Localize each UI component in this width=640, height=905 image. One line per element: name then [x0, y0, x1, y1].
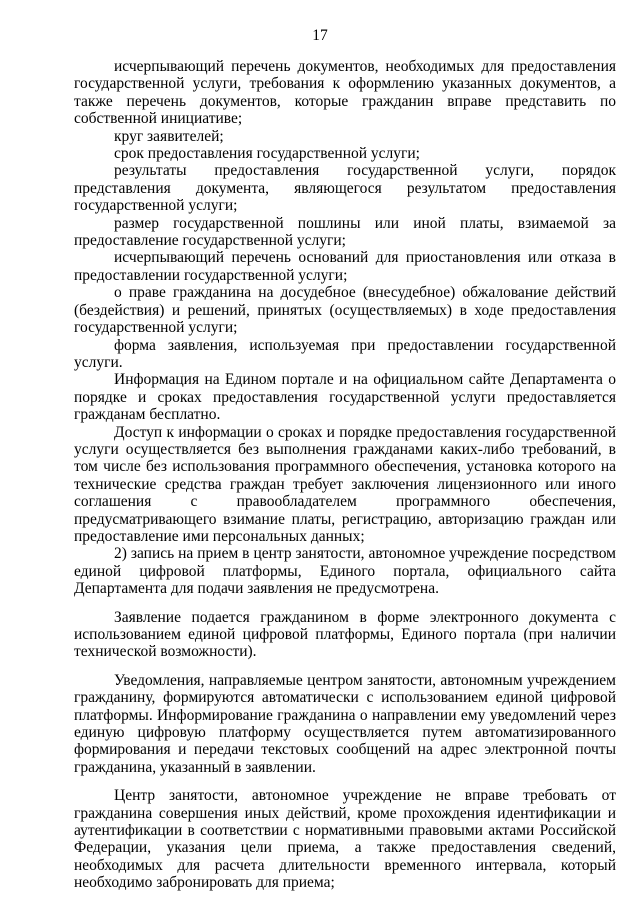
paragraph-notifications: Уведомления, направляемые центром занятости, автономным учреждением гражданину, формируются автоматически с использованием единой цифровой платформы. Информирование гражданина о направлении ему уведомлений через единую цифровую платформу осуществляется путем автоматизированного формирования и передачи текстовых сообщений на адрес электронной почты гражданина, указанный в заявлении. — [74, 671, 616, 776]
paragraph-application-form: форма заявления, используемая при предоставлении государственной услуги. — [74, 336, 616, 371]
document-body — [74, 58, 616, 892]
paragraph-restrictions: Центр занятости, автономное учреждение не вправе требовать от гражданина совершения иных действий, кроме прохождения идентификации и аутентификации в соответствии с нормативными правовыми актами Российской Федерации, указания цели приема, а также предоставления сведений, необходимых для расчета длительности временного интервала, который необходимо забронировать для приема; — [74, 787, 616, 892]
paragraph-service-term: срок предоставления государственной услуги; — [114, 145, 420, 163]
paragraph-appeal-right: о праве гражданина на досудебное (внесудебное) обжалование действий (бездействия) и решений, принятых (осуществляемых) в ходе предоставления государственной услуги; — [74, 284, 616, 337]
paragraph-free-information: Информация на Едином портале и на официальном сайте Департамента о порядке и сроках предоставления государственной услуги предоставляется гражданам бесплатно. — [74, 371, 616, 424]
paragraph-information-access: Доступ к информации о сроках и порядке предоставления государственной услуги осуществляется без выполнения гражданами каких-либо требований, в том числе без использования программного обеспечения, установка которого на технические средства граждан требует заключения лицензионного или иного соглашения с правообладателем программного обеспечения, предусматривающего взимание платы, регистрацию, авторизацию граждан или предоставление ими персональных данных; — [74, 423, 616, 545]
paragraph-appointment: 2) запись на прием в центр занятости, автономное учреждение посредством единой цифровой платформы, Единого портала, официального сайта Департамента для подачи заявления не предусмотрена. — [74, 545, 616, 598]
paragraph-applicants: круг заявителей; — [114, 127, 224, 145]
paragraph-refusal-grounds: исчерпывающий перечень оснований для приостановления или отказа в предоставлении государственной услуги; — [74, 249, 616, 284]
paragraph-service-results: результаты предоставления государственной услуги, порядок представления документа, являющегося результатом предоставления государственной услуги; — [74, 162, 616, 215]
page-number: 17 — [312, 27, 328, 44]
paragraph-documents-list: исчерпывающий перечень документов, необходимых для предоставления государственной услуги, требования к оформлению указанных документов, а также перечень документов, которые гражданин вправе представить по собственной инициативе; — [74, 58, 616, 128]
paragraph-fee: размер государственной пошлины или иной платы, взимаемой за предоставление государственной услуги; — [74, 214, 616, 250]
paragraph-application-submission: Заявление подается гражданином в форме электронного документа с использованием единой цифровой платформы, Единого портала (при наличии технической возможности). — [74, 608, 616, 661]
